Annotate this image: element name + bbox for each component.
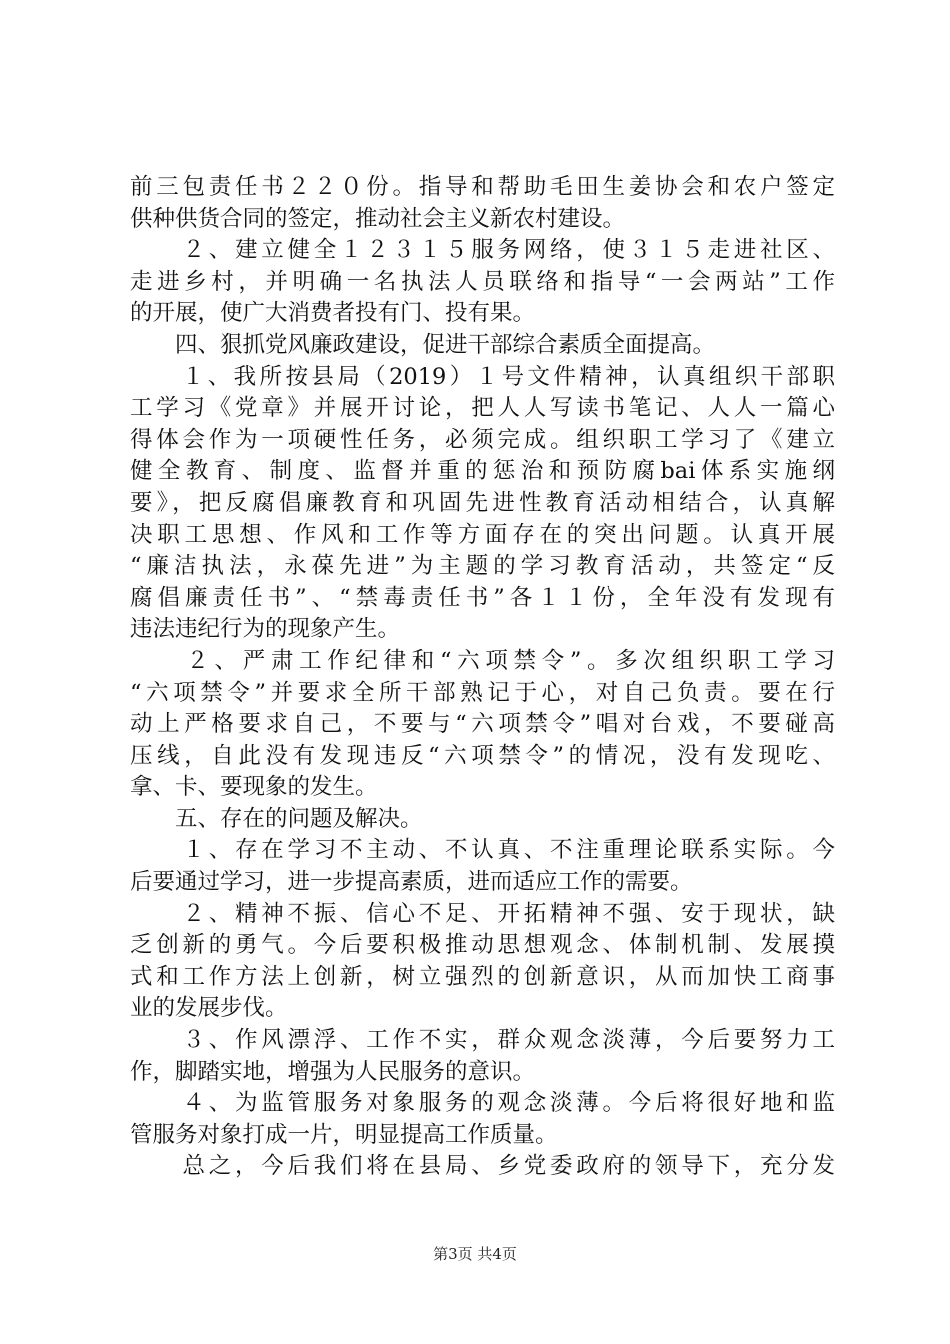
text-line: 总之，今后我们将在县局、乡党委政府的领导下，充分发	[130, 1153, 835, 1180]
text-line: 违法违纪行为的现象产生。	[130, 616, 401, 643]
text-line: 乏创新的勇气。今后要积极推动思想观念、体制机制、发展摸	[130, 932, 835, 959]
text-line: 健全教育、制度、监督并重的惩治和预防腐bai体系实施纲	[130, 458, 835, 485]
text-line: 得体会作为一项硬性任务，必须完成。组织职工学习了《建立	[130, 426, 835, 453]
text-line: “六项禁令”并要求全所干部熟记于心，对自己负责。要在行	[130, 679, 835, 706]
page-footer: 第3页 共4页	[433, 1245, 517, 1263]
text-line: 管服务对象打成一片，明显提高工作质量。	[130, 1121, 558, 1148]
text-line: 压线，自此没有发现违反“六项禁令”的情况，没有发现吃、	[130, 742, 835, 769]
text-line: ２、建立健全１２３１５服务网络，使３１５走进社区、	[130, 237, 835, 264]
text-line: 式和工作方法上创新，树立强烈的创新意识，从而加快工商事	[130, 963, 835, 990]
text-line: 的开展，使广大消费者投有门、投有果。	[130, 300, 536, 327]
text-line: 拿、卡、要现象的发生。	[130, 774, 378, 801]
document-body	[130, 172, 835, 1183]
text-line: ２、精神不振、信心不足、开拓精神不强、安于现状，缺	[130, 900, 835, 927]
text-line: 四、狠抓党风廉政建设，促进干部综合素质全面提高。	[130, 331, 716, 358]
text-line: 动上严格要求自己，不要与“六项禁令”唱对台戏，不要碰高	[130, 711, 835, 738]
text-line: 工学习《党章》并展开讨论，把人人写读书笔记、人人一篇心	[130, 395, 835, 422]
text-line: １、存在学习不主动、不认真、不注重理论联系实际。今	[130, 837, 835, 864]
text-line: 腐倡廉责任书”、“禁毒责任书”各１１份，全年没有发现有	[130, 584, 835, 611]
text-line: 五、存在的问题及解决。	[130, 805, 423, 832]
text-line: ２、严肃工作纪律和“六项禁令”。多次组织职工学习	[130, 647, 835, 674]
text-line: 业的发展步伐。	[130, 995, 288, 1022]
text-line: 后要通过学习，进一步提高素质，进而适应工作的需要。	[130, 869, 693, 896]
text-line: ３、作风漂浮、工作不实，群众观念淡薄，今后要努力工	[130, 1027, 835, 1054]
text-line: 供种供货合同的签定，推动社会主义新农村建设。	[130, 205, 626, 232]
text-line: １、我所按县局（2019）１号文件精神，认真组织干部职	[130, 363, 835, 390]
text-line: 前三包责任书２２０份。指导和帮助毛田生姜协会和农户签定	[130, 174, 835, 200]
text-line: 决职工思想、作风和工作等方面存在的突出问题。认真开展	[130, 521, 835, 548]
text-line: ４、为监管服务对象服务的观念淡薄。今后将很好地和监	[130, 1090, 835, 1117]
text-line: 要》，把反腐倡廉教育和巩固先进性教育活动相结合，认真解	[130, 489, 835, 516]
text-line: 走进乡村，并明确一名执法人员联络和指导“一会两站”工作	[130, 268, 835, 295]
text-line: 作，脚踏实地，增强为人民服务的意识。	[130, 1058, 536, 1085]
text-line: “廉洁执法，永葆先进”为主题的学习教育活动，共签定“反	[130, 553, 835, 580]
